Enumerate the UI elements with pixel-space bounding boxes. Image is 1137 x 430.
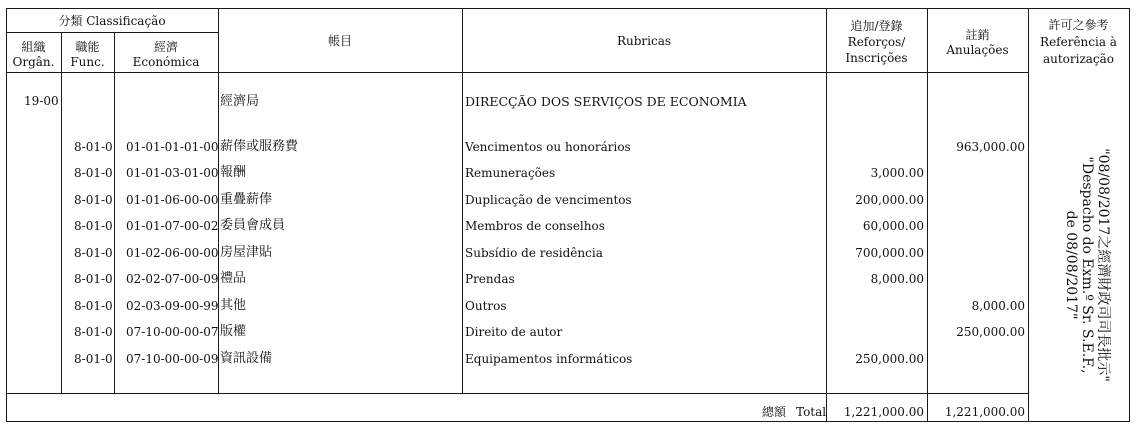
functional-header-zh: 職能 [75, 40, 100, 54]
total-reinforcement: 1,221,000.00 [843, 405, 924, 419]
authorization-line-2: "Despacho do Exm.º Sr. S.E.F., [1079, 156, 1095, 374]
cancellation-header-zh: 註銷 [965, 28, 990, 42]
org-code: 19-00 [24, 94, 59, 108]
rubric-header: Rubricas [616, 34, 672, 48]
organic-header-pt: Orgân. [12, 55, 55, 69]
reference-header-pt1: Referência à [1040, 35, 1117, 49]
econ-code: 01-01-07-00-02 [126, 219, 219, 233]
reference-header-pt2: autorização [1042, 52, 1115, 66]
func-code: 8-01-0 [74, 352, 113, 366]
rubric-pt: Membros de conselhos [465, 219, 605, 233]
authorization-line-3: de 08/08/2017" [1063, 210, 1079, 320]
account-header: 帳目 [327, 34, 352, 48]
cancellation-value: 8,000.00 [971, 299, 1025, 313]
func-code: 8-01-0 [74, 193, 113, 207]
func-code: 8-01-0 [74, 219, 113, 233]
rubric-pt: Outros [465, 299, 507, 313]
account-zh: 版權 [220, 324, 247, 339]
account-zh: 報酬 [220, 165, 247, 180]
org-account-zh: 經濟局 [220, 94, 260, 109]
account-zh: 房屋津貼 [220, 245, 273, 260]
econ-code: 02-03-09-00-99 [126, 299, 219, 313]
reinforcement-header-zh: 追加/登錄 [850, 19, 903, 33]
reinforcement-value: 8,000.00 [870, 272, 924, 286]
total-cancellation: 1,221,000.00 [944, 405, 1025, 419]
func-code: 8-01-0 [74, 246, 113, 260]
total-label-zh: 總額 [762, 405, 787, 419]
rubric-pt: Subsídio de residência [465, 246, 603, 260]
reinforcement-header-pt2: Inscrições [845, 51, 908, 65]
econ-code: 02-02-07-00-09 [126, 272, 219, 286]
rubric-pt: Equipamentos informáticos [465, 352, 633, 366]
economic-header-zh: 經濟 [153, 40, 178, 54]
org-rubric-pt: DIRECÇÃO DOS SERVIÇOS DE ECONOMIA [465, 94, 747, 109]
organic-header-zh: 組織 [21, 40, 46, 54]
account-zh: 其他 [220, 298, 247, 313]
account-zh: 薪俸或服務費 [220, 139, 299, 154]
rubric-pt: Prendas [465, 272, 515, 286]
account-zh: 委員會成員 [220, 218, 286, 233]
func-code: 8-01-0 [74, 325, 113, 339]
econ-code: 07-10-00-00-09 [126, 352, 219, 366]
cancellation-value: 963,000.00 [956, 140, 1025, 154]
authorization-line-1: "08/08/2017之經濟財政司司長批示" [1095, 148, 1111, 382]
reinforcement-value: 700,000.00 [855, 246, 924, 260]
authorization-reference [1042, 140, 1132, 390]
rubric-pt: Remunerações [465, 166, 556, 180]
func-code: 8-01-0 [74, 299, 113, 313]
reinforcement-value: 60,000.00 [862, 219, 924, 233]
econ-code: 01-02-06-00-00 [126, 246, 219, 260]
total-label-pt: Total [796, 405, 827, 419]
econ-code: 01-01-06-00-00 [126, 193, 219, 207]
reinforcement-value: 3,000.00 [870, 166, 924, 180]
account-zh: 資訊設備 [220, 351, 273, 366]
account-zh: 禮品 [220, 271, 247, 286]
func-code: 8-01-0 [74, 140, 113, 154]
cancellation-header-pt: Anulações [946, 43, 1009, 57]
reinforcement-value: 250,000.00 [855, 352, 924, 366]
functional-header-pt: Func. [70, 55, 105, 69]
account-zh: 重疊薪俸 [220, 192, 273, 207]
func-code: 8-01-0 [74, 272, 113, 286]
econ-code: 01-01-03-01-00 [126, 166, 219, 180]
reinforcement-header-pt1: Reforços/ [847, 35, 906, 49]
classification-header: 分類 Classificação [58, 14, 166, 28]
rubric-pt: Direito de autor [465, 325, 563, 339]
rubric-pt: Duplicação de vencimentos [465, 193, 632, 207]
economic-header-pt: Económica [132, 55, 200, 69]
rubric-pt: Vencimentos ou honorários [465, 140, 631, 154]
reference-header-zh: 許可之參考 [1048, 18, 1109, 32]
func-code: 8-01-0 [74, 166, 113, 180]
econ-code: 01-01-01-01-00 [126, 140, 219, 154]
reinforcement-value: 200,000.00 [855, 193, 924, 207]
cancellation-value: 250,000.00 [956, 325, 1025, 339]
econ-code: 07-10-00-00-07 [126, 325, 219, 339]
